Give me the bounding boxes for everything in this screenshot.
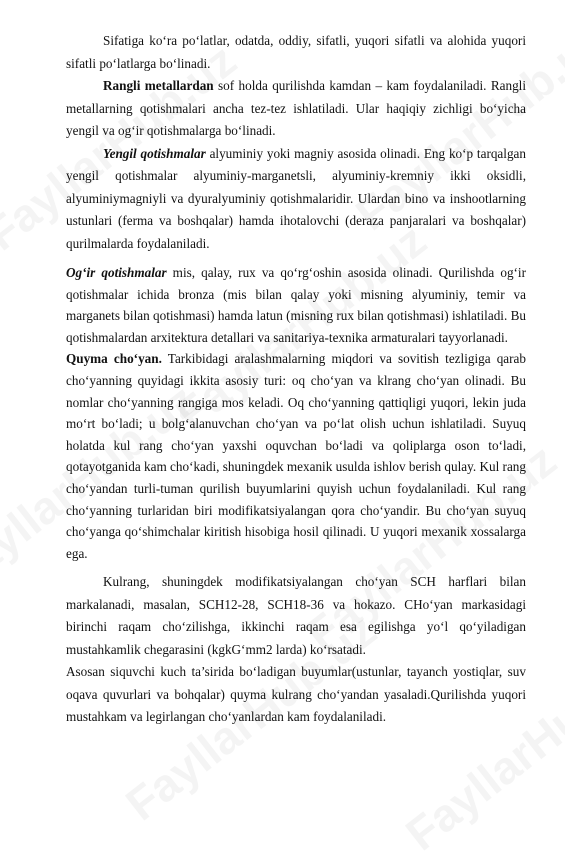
- paragraph-steel-quality: Sifatiga ko‘ra po‘latlar, odatda, oddiy, sifatli, yuqori sifatli va alohida yuqori sifatli po‘latlarga bo‘linadi.: [66, 33, 526, 71]
- paragraph-cast-iron-usage: Asosan siquvchi kuch ta’sirida bo‘ladigan buyumlar(ustunlar, tayanch yostiqlar, suv oqava quvurlari va bohqalar) quyma kulrang cho‘yandan yasaladi.Qurilishda yuqori mustahkam va legirlangan cho‘yanlardan kam foydalaniladi.: [66, 664, 526, 725]
- paragraph-heavy-alloys: [66, 262, 526, 348]
- paragraph-nonferrous-metals: [66, 75, 526, 143]
- paragraph-text: mis, qalay, rux va qo‘rg‘oshin asosida olinadi. Qurilishda og‘ir qotishmalar ichida bronza (mis bilan qalay yoki misning alyuminiy, temir va marganets bilan qotishmasi) hamda latun (misning rux bilan qotishmasi) ishlatiladi. Bu qotishmalardan arxitektura detallari va sanitariya-texnika armaturalari tayyorlanadi.: [66, 265, 526, 345]
- paragraph-text: alyuminiy yoki magniy asosida olinadi. Eng ko‘p tarqalgan yengil qotishmalar alyuminiy-marganetsli, alyuminiy-kremniy ikki oksidli, alyuminiymagniyli va dyuralyuminiy qotishmalaridir. Ulardan bino va inshootlarning ustunlari (ferma va boshqalar) hamda ihotalovchi (deraza panjaralari va boshqalar) qurilmalarda foydalaniladi.: [66, 145, 526, 251]
- paragraph-cast-iron-marking: Kulrang, shuningdek modifikatsiyalangan cho‘yan SCH harflari bilan markalanadi, masalan, SCH12-28, SCH18-36 va hokazo. CHo‘yan markasidagi birinchi raqam cho‘zilishga, ikkinchi raqam esa egilishga yo‘l qo‘yiladigan mustahkamlik chegarasini (kgkG‘mm2 larda) ko‘rsatadi.: [66, 574, 526, 657]
- term-cast-iron: Quyma cho‘yan.: [66, 351, 162, 367]
- paragraph-text: sof holda qurilishda kamdan – kam foydalaniladi. Rangli metallarning qotishmalari ancha tez-tez ishlatiladi. Ular haqiqiy zichligi bo‘yicha yengil va og‘ir qotishmalarga bo‘linadi.: [66, 78, 526, 138]
- paragraph-text: Tarkibidagi aralashmalarning miqdori va sovitish tezligiga qarab cho‘yanning quyidagi ikkita asosiy turi: oq cho‘yan va klrang cho‘yan olinadi. Bu nomlar cho‘yanning rangiga mos keladi. Oq cho‘yanning qattiqligi yuqori, lekin juda mo‘rt bo‘ladi; u bolg‘alanuvchan cho‘yan va po‘lat olish uchun ishlatiladi. Suyuq holatda kul rang cho‘yan yaxshi oquvchan bo‘ladi va qoliplarga oson to‘ladi, qotayotganida kam cho‘kadi, shuningdek mexanik usulda ishlov berish qulay. Kul rang cho‘yandan turli-tuman qurilish buyumlarini quyish uchun foydalaniladi. Kul rang cho‘yanning turlaridan biri modifikatsiyalangan qora cho‘yandir. Bu cho‘yan suyuq cho‘yanga qo‘shimchalar kiritish hisobiga hosil qilinadi. U yuqori mexanik xossalarga ega.: [66, 351, 526, 561]
- term-nonferrous-metals: Rangli metallardan: [103, 78, 214, 93]
- term-light-alloys: Yengil qotishmalar: [103, 145, 206, 161]
- paragraph-cast-iron: [66, 348, 526, 564]
- paragraph-light-alloys: [66, 143, 526, 256]
- document-page: [66, 30, 526, 729]
- term-heavy-alloys: Og‘ir qotishmalar: [66, 265, 167, 280]
